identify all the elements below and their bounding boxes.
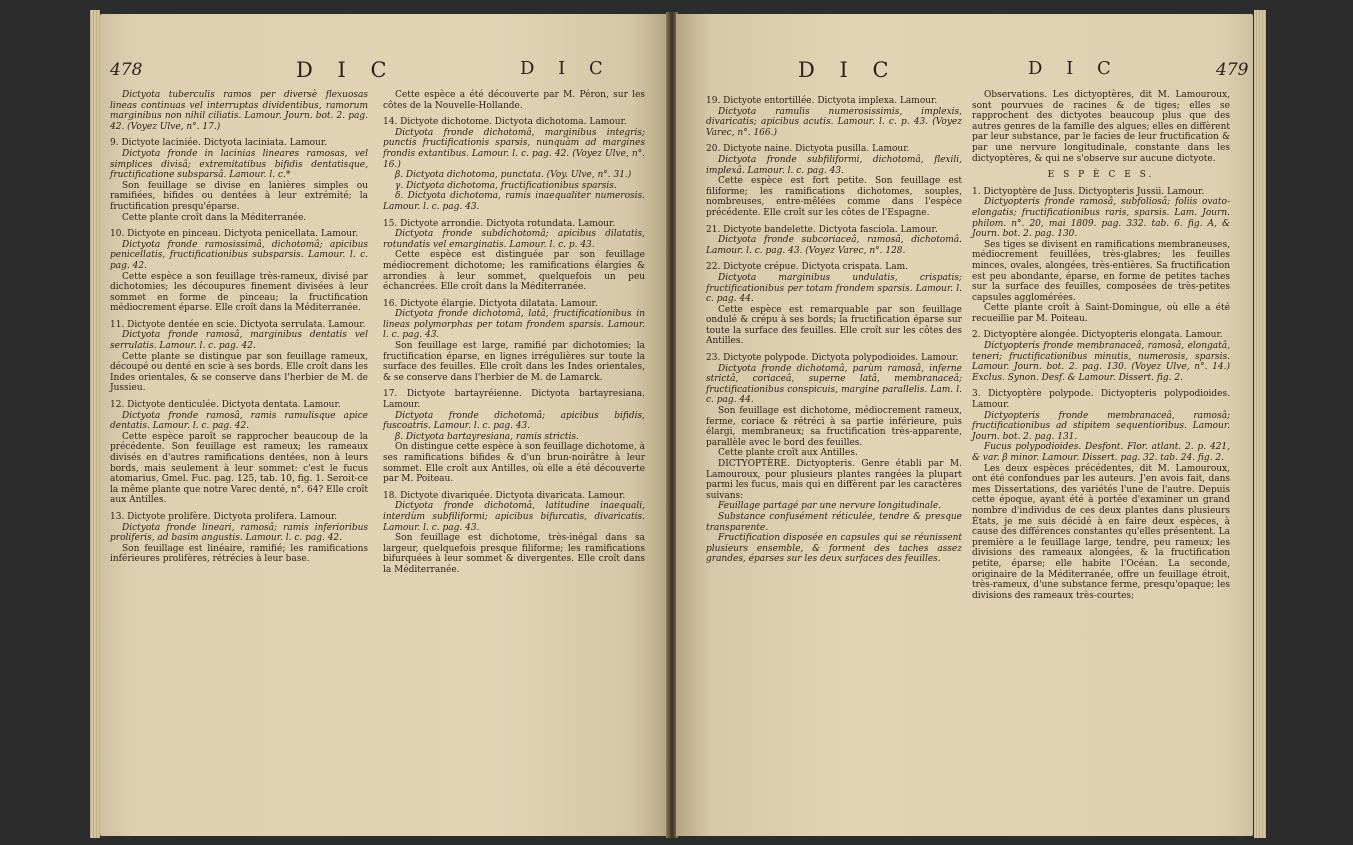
paragraph: Dictyota fronde dichotomâ, parùm ramosâ, inferne strictâ, coriaceâ, superne latâ, membranaceâ; fructificationibus conspicuis, margine parallelis. Lam. l. c. pag. 44. <box>706 363 962 406</box>
paragraph: Cette plante croît à Saint-Domingue, où elle a été recueillie par M. Poiteau. <box>972 303 1230 324</box>
entry-heading: 1. Dictyoptère de Juss. Dictyopteris Jussii. Lamour. <box>972 186 1205 197</box>
page-number-left: 478 <box>110 60 143 80</box>
paragraph: δ. Dictyota dichotoma, ramis inaequaliter numerosis. Lamour. l. c. pag. 43. <box>383 191 645 212</box>
paragraph: Cette espèce a été découverte par M. Péron, sur les côtes de la Nouvelle-Hollande. <box>383 90 645 111</box>
paragraph: Dictyota fronde ramosâ, marginibus dentatis vel serrulatis. Lamour. l. c. pag. 42. <box>110 330 368 352</box>
entry-heading: 23. Dictyote polypode. Dictyota polypodioides. Lamour. <box>706 353 959 364</box>
paragraph: Ses tiges se divisent en ramifications membraneuses, médiocrement feuillées, très-glabres; les feuilles minces, ovales, alongées, très-entières. Sa fructification est peu abondante, éparse, en forme de petites taches sur la surface des feuilles, composées de très-petites capsules agglomérées. <box>972 239 1230 303</box>
paragraph: Cette espèce a son feuillage très-rameux, divisé par dichotomies; les découpures finement divisées à leur sommet en forme de pinceau; la fructification médiocrement éparse. Elle croît dans la Méditerranée. <box>110 271 368 314</box>
entry-heading: 21. Dictyote bandelette. Dictyota fasciola. Lamour. <box>706 224 938 235</box>
paragraph: Dictyota tuberculis ramos per diversè flexuosas lineas continuas vel interruptas dividentibus, ramorum marginibus non nihil ciliatis. Lamour. Journ. bot. 2. pag. 42. (Voyez Ulve, n°. 17.) <box>110 90 368 132</box>
paragraph: Substance confusément réticulée, tendre & presque transparente. <box>706 511 962 533</box>
paragraph: Cette plante croît dans la Méditerranée. <box>122 212 307 223</box>
entry-heading: 3. Dictyoptère polypode. Dictyopteris polypodioides. Lamour. <box>972 389 1230 411</box>
paragraph: Cette espèce est remarquable par son feuillage ondulé & crépu à ses bords; la fructification éparse sur toute la surface des feuilles. Elle croît sur les côtes des Antilles. <box>706 304 962 347</box>
paragraph: Son feuillage se divise en lanières simples ou ramifiées, bifides ou dentées à leur extrémité; la fructification presqu'éparse. <box>110 180 368 212</box>
paragraph: Dictyopteris fronde membranaceâ, ramosâ, elongatâ, teneri; fructificationibus minutis, numerosis, sparsis. Lamour. Journ. bot. 2. pag. 130. (Voyez Ulve, n°. 14.) Exclus. Synon. Desf. & Lamour. Dissert. fig. 2. <box>972 341 1230 383</box>
section-heading: E S P È C E S. <box>1047 170 1155 181</box>
paragraph: β. Dictyota bartayresiana, ramis strictis. <box>395 431 579 442</box>
paragraph: Cette plante se distingue par son feuillage rameux, découpé ou denté en scie à ses bords. Elle croît dans les Indes orientales, & se conserve dans l'herbier de M. de Jussieu. <box>110 351 368 394</box>
paragraph: β. Dictyota dichotoma, punctata. (Voy. Ulve, n°. 31.) <box>395 170 632 181</box>
entry-heading: 10. Dictyote en pinceau. Dictyota penicellata. Lamour. <box>110 229 359 240</box>
entry-heading: 13. Dictyote prolifère. Dictyota prolifera. Lamour. <box>110 511 338 522</box>
paragraph: Cette espèce paroît se rapprocher beaucoup de la précédente. Son feuillage est rameux; les rameaux divisés en d'autres ramifications dentées, non à leurs bords, mais seulement à leur sommet: c'est le fucus atomarius, Gmel. Fuc. pag. 125, tab. 10, fig. 1. Seroit-ce la même plante que notre Varec denté, n°. 64? Elle croît aux Antilles. <box>110 431 368 506</box>
paragraph: Fructification disposée en capsules qui se réunissent plusieurs ensemble, & forment des taches assez grandes, éparses sur les deux surfaces des feuilles. <box>706 533 962 565</box>
entry-heading: 2. Dictyoptère alongée. Dictyopteris elongata. Lamour. <box>972 330 1223 341</box>
paragraph: Son feuillage est dichotome, médiocrement rameux, ferme, coriace & rétréci à sa partie inférieure, puis élargi, membraneux; sa fructification très-apparente, parallèle avec le bord des feuilles. <box>706 406 962 448</box>
entry-heading: 19. Dictyote entortillée. Dictyota implexa. Lamour. <box>706 96 938 106</box>
paragraph: Son feuillage est dichotome, très-inégal dans sa largeur, quelquefois presque filiforme; les ramifications bifurquées à leur sommet & divergentes. Elle croît dans la Méditerranée. <box>383 533 645 575</box>
page-number-right: 479 <box>1216 60 1249 80</box>
paragraph: Dictyota fronde subdichotomâ; apicibus dilatatis, rotundatis vel emarginatis. Lamour. l. c. p. 43. <box>383 229 645 250</box>
entry-heading: 14. Dictyote dichotome. Dictyota dichotoma. Lamour. <box>383 117 627 128</box>
right-page-edge <box>1254 10 1266 838</box>
paragraph: Son feuillage est large, ramifié par dichotomies; la fructification éparse, en lignes irrégulières sur toute la surface des feuilles. Elle croît dans les Indes orientales, & se conserve dans l'herbier de M. de Lamarck. <box>383 341 645 383</box>
entry-heading: 9. Dictyote laciniée. Dictyota laciniata. Lamour. <box>110 138 327 149</box>
paragraph: Son feuillage est linéaire, ramifié; les ramifications inférieures prolifères, rétrécies à leur base. <box>110 543 368 565</box>
paragraph: γ. Dictyota dichotoma, fructificationibus sparsis. <box>395 180 617 191</box>
running-head-left: D I C <box>296 58 396 82</box>
right-page-column-2 <box>972 90 1230 601</box>
paragraph: Dictyota fronde ramosissimâ, dichotomâ; apicibus penicellatis, fructificationibus subsparsis. Lamour. l. c. pag. 42. <box>110 239 368 271</box>
paragraph: Dictyopteris fronde membranaceâ, ramosâ; fructificationibus ad stipitem sequentioribus. Lamour. Journ. bot. 2. pag. 131. <box>972 410 1230 442</box>
paragraph: Dictyopteris fronde ramosâ, subfoliosâ; foliis ovato-elongatis; fructificationibus raris, sparsis. Lam. Journ. philom. n°. 20, mai 1809. pag. 332. tab. 6. fig. A, & Journ. bot. 2. pag. 130. <box>972 197 1230 240</box>
paragraph: Dictyota fronde dichotomâ, latitudine inaequali, interdùm subfiliformi; apicibus bifurcatis, divaricatis. Lamour. l. c. pag. 43. <box>383 501 645 533</box>
paragraph: Feuillage partagé par une nervure longitudinale. <box>718 501 942 512</box>
entry-heading: 22. Dictyote crépue. Dictyota crispata. Lam. <box>706 262 909 273</box>
entry-heading: 11. Dictyote dentée en scie. Dictyota serrulata. Lamour. <box>110 319 366 330</box>
entry-heading: 17. Dictyote bartayréienne. Dictyota bartayresiana. Lamour. <box>383 389 645 411</box>
paragraph: Les deux espèces précédentes, dit M. Lamouroux, ont été confondues par les auteurs. J'en avois fait, dans mes Dissertations, des variétés l'une de l'autre. Depuis cette époque, ayant été à portée d'examiner un grand nombre d'individus de ces deux plantes dans plusieurs États, je me suis décidé à en faire deux espèces, à cause des différences constantes qu'elles présentent. La première a le feuillage large, tendre, peu rameux; les divisions des rameaux alongées, & la fructification petite, éparse; elle habite l'Océan. La seconde, originaire de la Méditerranée, offre un feuillage étroit, très-rameux, d'une substance ferme, presqu'opaque; les divisions des rameaux très-courtes; <box>972 463 1230 601</box>
right-page <box>676 14 1253 836</box>
right-page-column-1 <box>706 90 962 565</box>
entry-heading: 18. Dictyote divariquée. Dictyota divaricata. Lamour. <box>383 490 626 501</box>
left-page-column-1 <box>110 90 368 565</box>
paragraph: On distingue cette espèce à son feuillage dichotome, à ses ramifications bifides & d'un brun-noirâtre à leur sommet. Elle croît aux Antilles, où elle a été découverte par M. Poiteau. <box>383 442 645 485</box>
open-book <box>86 4 1270 840</box>
paragraph: Dictyota fronde dichotomâ, latâ, fructificationibus in lineas polymorphas per totam frondem sparsis. Lamour. l. c. pag. 43. <box>383 309 645 341</box>
running-head-right: D I C <box>798 58 898 82</box>
paragraph: Dictyota fronde subfiliformi, dichotomâ, flexili, implexâ. Lamour. l. c. pag. 43. <box>706 154 962 176</box>
paragraph: DICTYOPTÈRE. Dictyopteris. Genre établi par M. Lamouroux, pour plusieurs plantes rangées la plupart parmi les fucus, mais qui en diffèrent par les caractères suivans: <box>706 459 962 501</box>
entry-heading: 12. Dictyote denticulée. Dictyota dentata. Lamour. <box>110 400 341 411</box>
paragraph: Cette espèce est fort petite. Son feuillage est filiforme; les ramifications dichotomes, souples, nombreuses, entre-mêlées comme dans l'espèce précédente. Elle croît sur les côtes de l'Espagne. <box>706 176 962 218</box>
paragraph: Dictyota fronde lineari, ramosâ; ramis inferioribus proliferis, ad basim angustis. Lamour. l. c. pag. 42. <box>110 522 368 544</box>
paragraph: Fucus polypodioides. Desfont. Flor. atlant. 2. p. 421, & var. β minor. Lamour. Dissert. pag. 32. tab. 24. fig. 2. <box>972 442 1230 463</box>
column-header-right: D I C <box>1028 58 1120 79</box>
left-page-edge <box>90 10 100 838</box>
entry-heading: 15. Dictyote arrondie. Dictyota rotundata. Lamour. <box>383 218 616 229</box>
paragraph: Dictyota fronde subcoriaceâ, ramosâ, dichotomâ. Lamour. l. c. pag. 43. (Voyez Varec, n°. 128. <box>706 235 962 256</box>
entry-heading: 16. Dictyote élargie. Dictyota dilatata. Lamour. <box>383 298 598 309</box>
paragraph: Cette plante croît aux Antilles. <box>718 448 858 459</box>
paragraph: Dictyota marginibus undulatis, crispatis; fructificationibus per totam frondem sparsis. Lamour. l. c. pag. 44. <box>706 272 962 305</box>
paragraph: Observations. Les dictyoptères, dit M. Lamouroux, sont pourvues de racines & de tiges; elles se rapprochent des dictyotes beaucoup plus que des autres genres de la famille des algues; elles en diffèrent par leur substance, par le facies de leur fructification & par une nervure longitudinale, constante dans les dictyoptères, & qui ne s'observe sur aucune dictyote. <box>972 90 1230 164</box>
paragraph: Dictyota fronde dichotomâ; apicibus bifidis, fuscoatris. Lamour. l. c. pag. 43. <box>383 410 645 432</box>
paragraph: Dictyota ramulis numerosissimis, implexis, divaricatis; apicibus acutis. Lamour. l. c. p. 43. (Voyez Varec, n°. 166.) <box>706 106 962 138</box>
column-header-left: D I C <box>520 58 612 79</box>
paragraph: Cette espèce est distinguée par son feuillage médiocrement dichotome; les ramifications élargies & arrondies à leur sommet, quelquefois un peu échancrées. Elle croît dans la Méditerranée. <box>383 250 645 293</box>
left-page-column-2 <box>383 90 645 576</box>
paragraph: Dictyota fronde in lacinias lineares ramosas, vel simplices divisâ; extremitatibus bifidis dentatisque, fructificatione subsparsâ. Lamour. l. c.* <box>110 148 368 181</box>
paragraph: Dictyota fronde ramosâ, ramis ramulisque apice dentatis. Lamour. l. c. pag. 42. <box>110 410 368 432</box>
entry-heading: 20. Dictyote naine. Dictyota pusilla. Lamour. <box>706 144 910 155</box>
left-page <box>100 14 667 836</box>
paragraph: Dictyota fronde dichotomâ, marginibus integris; punctis fructificationis sparsis, nunquàm ad margines frondis extantibus. Lamour. l. c. pag. 42. (Voyez Ulve, n°. 16.) <box>383 127 645 170</box>
